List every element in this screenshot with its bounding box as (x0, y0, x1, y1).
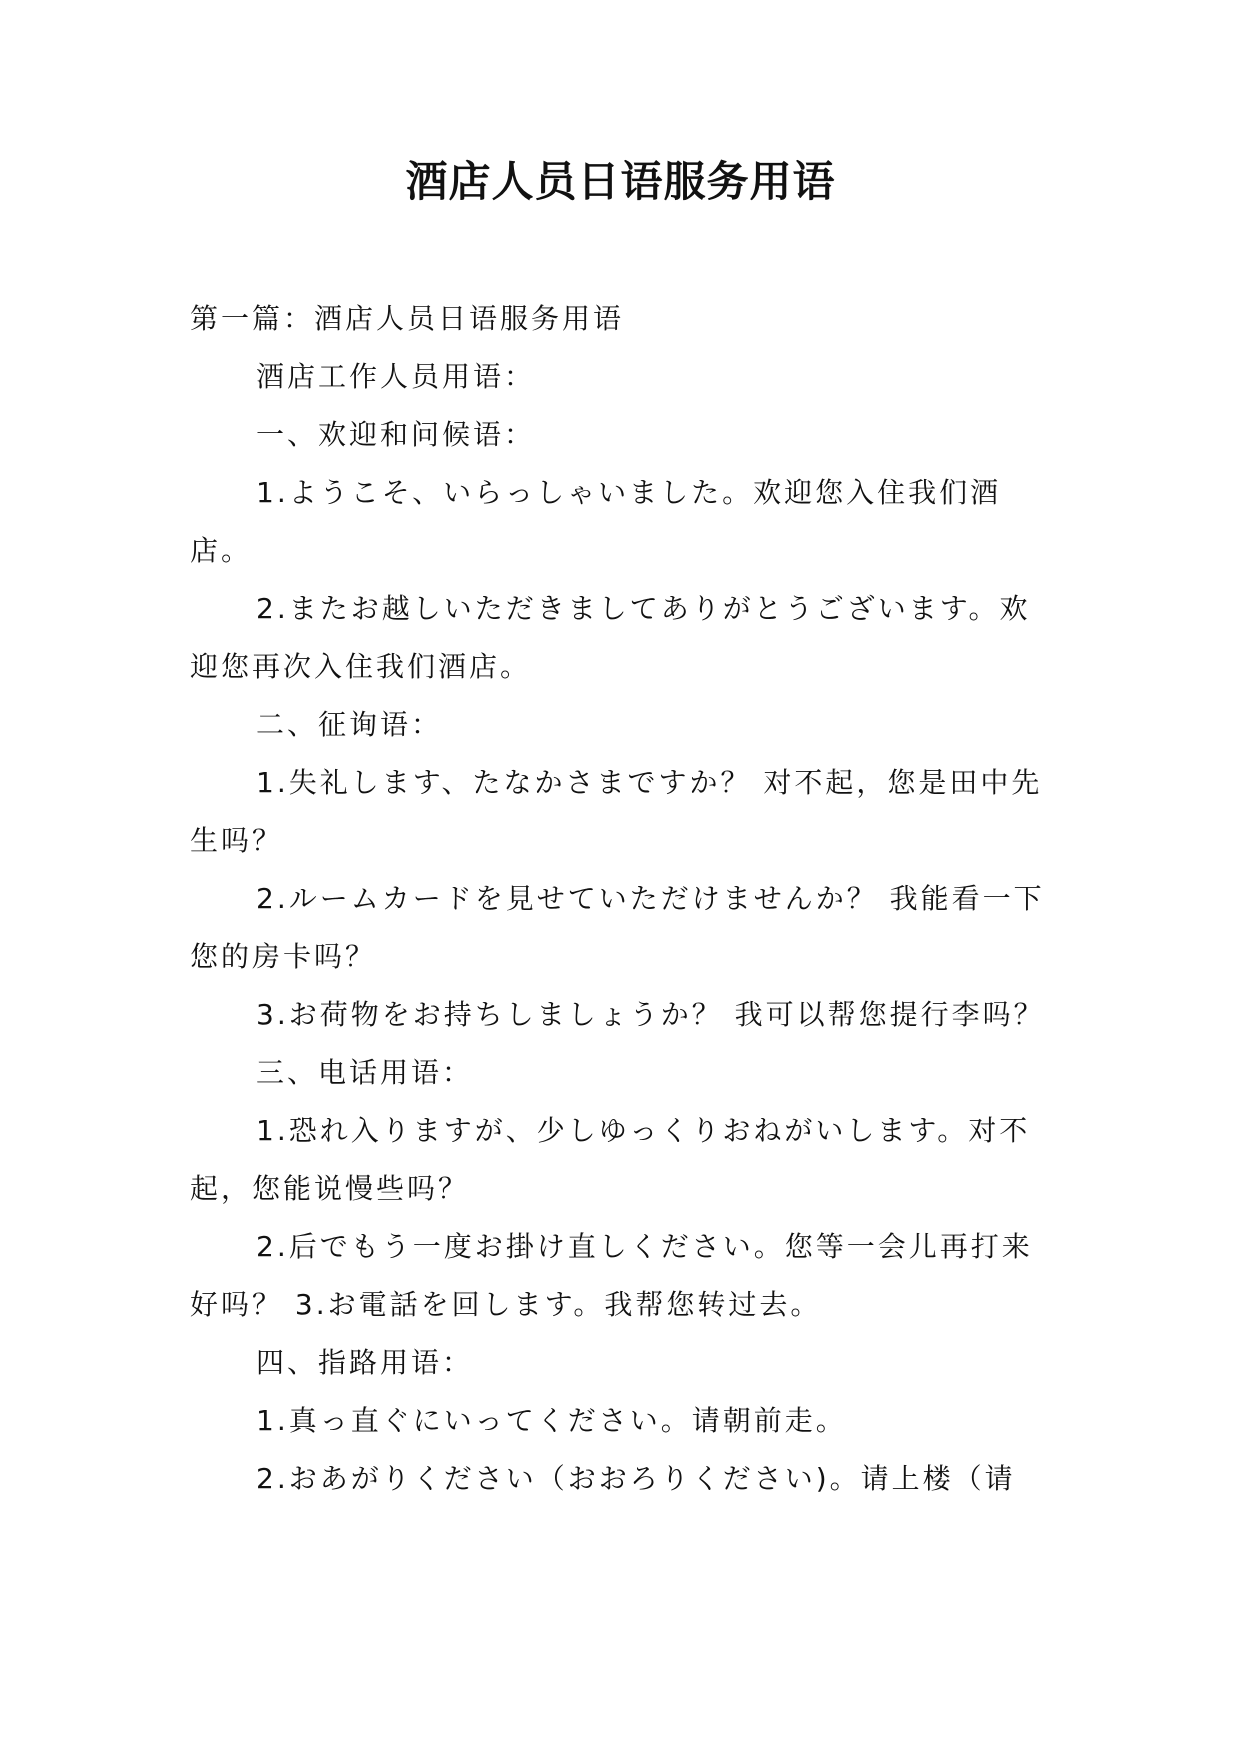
section-heading-telephone: 三、电话用语： (256, 1056, 474, 1089)
paragraph: 3.お荷物をお持ちしましょうか？ 我可以帮您提行李吗？ (256, 998, 1045, 1031)
paragraph: 2.またお越しいただきましてありがとうございます。欢迎您再次入住我们酒店。 (190, 592, 1031, 683)
section-heading-greetings: 一、欢迎和问候语： (256, 418, 536, 451)
paragraph: 1.真っ直ぐにいってください。请朝前走。 (256, 1404, 847, 1437)
paragraph: 2.后でもう一度お掛け直しください。您等一会儿再打来好吗？ 3.お電話を回します。我帮您转过去。 (190, 1230, 1033, 1321)
paragraph: 2.おあがりください（おおろりください)。请上楼（请 (256, 1462, 1016, 1495)
document-title: 酒店人员日语服务用语 (405, 157, 836, 206)
paragraph: 2.ルームカードを見せていただけませんか？ 我能看一下您的房卡吗？ (190, 882, 1045, 973)
document-body (190, 290, 1050, 1508)
paragraph: 1.恐れ入りますが、少しゆっくりおねがいします。对不起，您能说慢些吗？ (190, 1114, 1031, 1205)
section-intro: 酒店工作人员用语： (256, 360, 536, 393)
chapter-heading: 第一篇：酒店人员日语服务用语 (190, 302, 625, 335)
section-heading-directions: 四、指路用语： (256, 1346, 474, 1379)
paragraph: 1.失礼します、たなかさまですか？ 对不起，您是田中先生吗？ (190, 766, 1043, 857)
paragraph: 1.ようこそ、いらっしゃいました。欢迎您入住我们酒店。 (190, 476, 1002, 567)
section-heading-inquiry: 二、征询语： (256, 708, 443, 741)
